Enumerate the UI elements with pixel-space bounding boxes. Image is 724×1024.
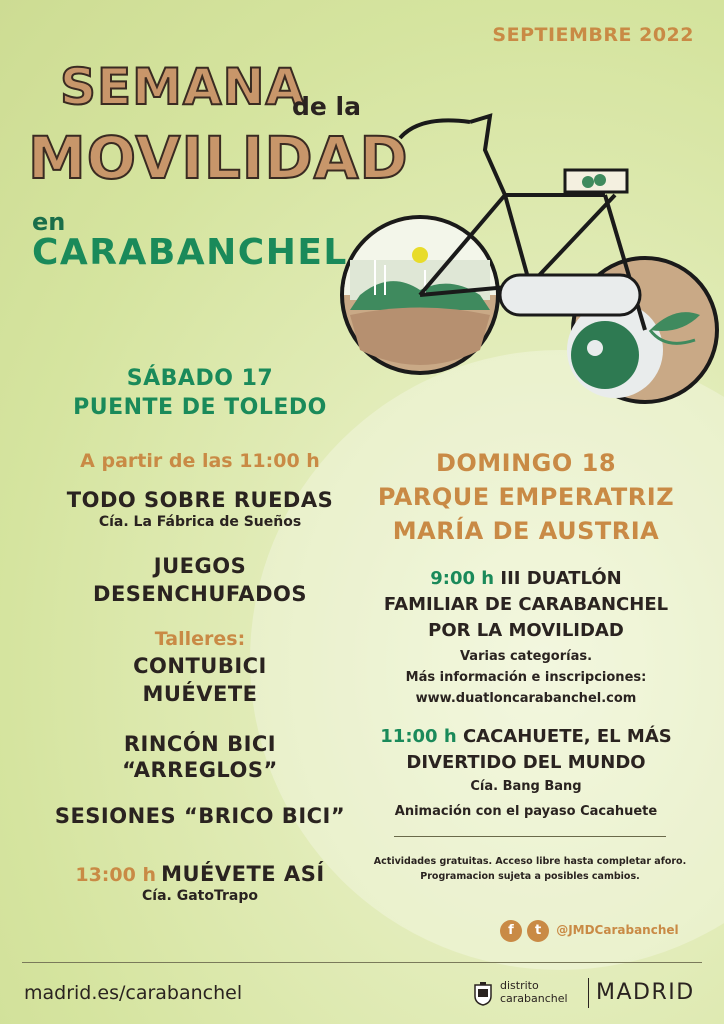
title-de-la: de la: [292, 92, 361, 121]
title-en: en: [32, 208, 66, 236]
activity-muevete-asi-time: 13:00 h: [75, 864, 156, 886]
cacahuete-company: Cía. Bang Bang: [470, 779, 582, 794]
social-links: [500, 919, 679, 942]
sunday-day: DOMINGO 18: [435, 449, 617, 477]
activity-brico-bici: SESIONES “BRICO BICI”: [54, 804, 346, 828]
disclaimer-changes: Programacion sujeta a posibles cambios.: [420, 871, 640, 882]
title-movilidad: MOVILIDAD: [28, 124, 409, 192]
activity-todo-sobre-ruedas: TODO SOBRE RUEDAS: [66, 488, 334, 512]
duatlon-info-label: Más información e inscripciones:: [405, 670, 647, 685]
sunday-location-line1: PARQUE EMPERATRIZ: [377, 483, 675, 511]
activity-arreglos: “ARREGLOS”: [122, 758, 278, 782]
duatlon-url[interactable]: www.duatloncarabanchel.com: [415, 691, 637, 706]
footer-city: MADRID: [596, 980, 695, 1005]
divider: [394, 836, 666, 837]
workshops-label: Talleres:: [154, 628, 246, 650]
activity-juegos-line2: DESENCHUFADOS: [93, 582, 307, 606]
activity-juegos-line1: JUEGOS: [153, 554, 247, 578]
activity-muevete-asi-title: MUÉVETE ASÍ: [161, 862, 325, 886]
saturday-from-time: A partir de las 11:00 h: [80, 450, 320, 472]
duatlon-time: 9:00 h: [430, 568, 495, 589]
saturday-location: PUENTE DE TOLEDO: [73, 395, 327, 420]
footer-separator: [588, 978, 589, 1008]
workshop-contubici: CONTUBICI: [133, 654, 267, 678]
cacahuete-title-line2: DIVERTIDO DEL MUNDO: [406, 752, 646, 773]
activity-rincon-bici: RINCÓN BICI: [123, 732, 277, 756]
duatlon-title-line3: POR LA MOVILIDAD: [428, 620, 624, 641]
disclaimer-free: Actividades gratuitas. Acceso libre hasta completar aforo.: [373, 856, 687, 867]
event-date: SEPTIEMBRE 2022: [492, 24, 694, 46]
saturday-day: SÁBADO 17: [126, 366, 274, 391]
madrid-crest-icon: [474, 982, 492, 1006]
twitter-icon[interactable]: t: [527, 920, 549, 942]
cacahuete-title-line1: CACAHUETE, EL MÁS: [462, 726, 672, 747]
duatlon-title-line2: FAMILIAR DE CARABANCHEL: [383, 594, 669, 615]
workshop-muevete: MUÉVETE: [142, 682, 258, 706]
title-semana: SEMANA: [60, 58, 306, 116]
footer-line: [22, 962, 702, 963]
title-carabanchel: CARABANCHEL: [32, 232, 348, 273]
activity-muevete-asi-company: Cía. GatoTrapo: [142, 888, 258, 904]
sunday-location-line2: MARÍA DE AUSTRIA: [392, 517, 660, 545]
duatlon-title-line1: III DUATLÓN: [500, 568, 622, 589]
cacahuete-time: 11:00 h: [380, 726, 457, 747]
facebook-icon[interactable]: f: [500, 920, 522, 942]
footer-website[interactable]: madrid.es/carabanchel: [24, 982, 243, 1004]
cacahuete-note: Animación con el payaso Cacahuete: [394, 804, 658, 819]
footer-district-line1: distrito: [500, 979, 539, 992]
footer-district-line2: carabanchel: [500, 992, 568, 1005]
duatlon-categories: Varias categorías.: [459, 649, 593, 664]
social-handle[interactable]: @JMDCarabanchel: [556, 922, 679, 937]
bicycle-illustration: [330, 110, 720, 410]
activity-todo-sobre-ruedas-company: Cía. La Fábrica de Sueños: [98, 514, 302, 530]
